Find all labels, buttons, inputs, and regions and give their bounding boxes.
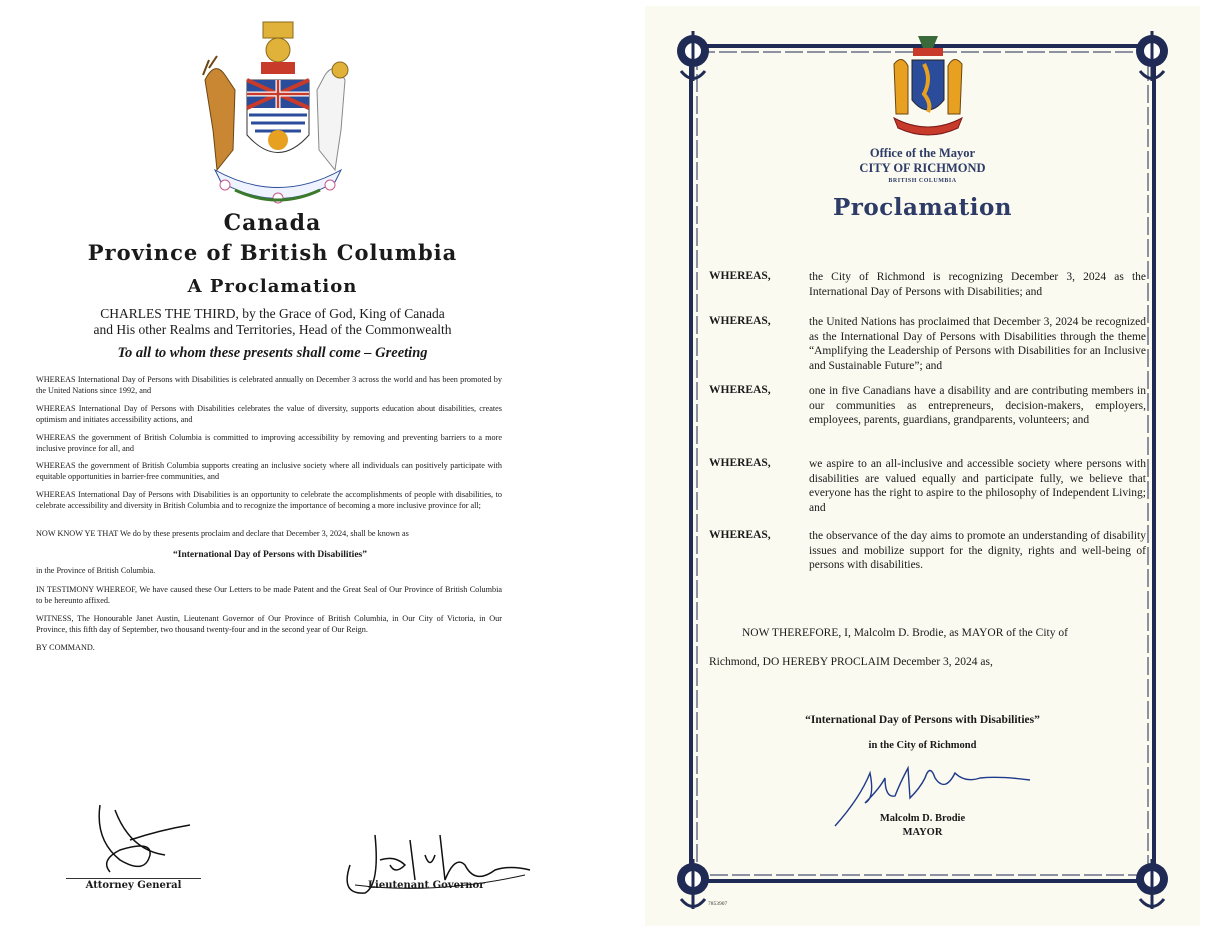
mayor-name: Malcolm D. Brodie <box>879 813 966 824</box>
richmond-proclamation <box>645 6 1200 926</box>
signature-line <box>66 878 201 879</box>
whereas-text: the observance of the day aims to promote an understanding of disability issues and mobilize support for the dignity, rights and well-being of persons with disabilities. <box>809 530 1146 571</box>
whereas-text: we aspire to an all-inclusive and accessible society where persons with disabilities are valued equally and participate fully, we believe that everyone has the right to aspire to the philosophy of Independent Living; and <box>809 458 1146 514</box>
proclaimed-day-name: “International Day of Persons with Disabilities” <box>805 714 1040 726</box>
whereas-label: WHEREAS, <box>709 315 771 327</box>
whereas-paragraph: WHEREAS the government of British Columbia supports creating an inclusive society where all individuals can positively participate with equitable opportunities in barrier-free communities, and <box>36 461 502 481</box>
attorney-general-signature <box>90 800 200 880</box>
whereas-label: WHEREAS, <box>709 529 771 541</box>
whereas-paragraph: WHEREAS International Day of Persons with Disabilities is celebrated annually on December 3 across the world and has been promoted by the United Nations since 1992, and <box>36 375 502 395</box>
serial-number: 7853907 <box>708 901 728 907</box>
attorney-general-label: Attorney General <box>85 880 182 891</box>
now-know-ye-paragraph: NOW KNOW YE THAT We do by these presents proclaim and declare that December 3, 2024, shall be known as <box>36 529 409 538</box>
now-therefore-line-2: Richmond, DO HEREBY PROCLAIM December 3, 2024 as, <box>709 656 993 668</box>
proclaimed-day-name: “International Day of Persons with Disabilities” <box>173 550 367 560</box>
greeting: To all to whom these presents shall come – Greeting <box>117 345 428 361</box>
whereas-text: one in five Canadians have a disability and are contributing members in our communities as entrepreneurs, decision-makers, employers, employees, parents, guardians, grandparents, volunteers; and <box>809 385 1146 426</box>
whereas-text: the City of Richmond is recognizing December 3, 2024 as the International Day of Persons with Disabilities; and <box>809 271 1146 298</box>
city-name: CITY OF RICHMOND <box>859 161 986 175</box>
whereas-label: WHEREAS, <box>709 270 771 282</box>
now-therefore-line-1: NOW THEREFORE, I, Malcolm D. Brodie, as MAYOR of the City of <box>742 627 1068 639</box>
office-of-the-mayor: Office of the Mayor <box>869 146 976 160</box>
by-command: BY COMMAND. <box>36 643 95 652</box>
bc-coat-of-arms-icon <box>195 20 360 205</box>
sovereign-line-2: and His other Realms and Territories, Head of the Commonwealth <box>93 322 452 337</box>
proclamation-title: Proclamation <box>832 194 1013 221</box>
sovereign-line-1: CHARLES THE THIRD, by the Grace of God, King of Canada <box>100 306 445 321</box>
whereas-paragraph: WHEREAS International Day of Persons with Disabilities celebrates the value of diversity, supports education about disabilities, creates optimism and initiates accessibility actions, and <box>36 404 502 424</box>
richmond-coat-of-arms-icon <box>888 34 968 136</box>
document-title-province: Province of British Columbia <box>87 240 458 265</box>
testimony-paragraph: IN TESTIMONY WHEREOF, We have caused these Our Letters to be made Patent and the Great Seal of Our Province of British Columbia to be hereunto affixed. <box>36 585 502 605</box>
witness-paragraph: WITNESS, The Honourable Janet Austin, Lieutenant Governor of Our Province of British Columbia, in Our City of Victoria, in Our Province, this fifth day of September, two thousand twenty-four and in the second year of Our Reign. <box>36 614 502 634</box>
province-line: in the Province of British Columbia. <box>36 566 156 575</box>
whereas-paragraph: WHEREAS International Day of Persons with Disabilities is an opportunity to celebrate the accomplishments of people with disabilities, to celebrate accessibility and diversity in British Columbia and to recognize the importance of becoming a more inclusive province for all; <box>36 490 502 510</box>
whereas-text: the United Nations has proclaimed that December 3, 2024 be recognized as the International Day of Persons with Disabilities through the theme “Amplifying the Leadership of Persons with Disabilities for an Inclusive and Sustainable Future”; and <box>809 316 1146 372</box>
whereas-paragraph: WHEREAS the government of British Columbia is committed to improving accessibility by removing and preventing barriers to a more inclusive province for all, and <box>36 433 502 453</box>
whereas-label: WHEREAS, <box>709 384 771 396</box>
in-the-city-line: in the City of Richmond <box>868 740 977 751</box>
document-title-canada: Canada <box>223 210 322 236</box>
whereas-label: WHEREAS, <box>709 457 771 469</box>
lieutenant-governor-label: Lieutenant Governor <box>368 880 485 891</box>
document-title-proclamation: A Proclamation <box>187 276 358 297</box>
province-name: BRITISH COLUMBIA <box>888 178 957 184</box>
mayor-title: MAYOR <box>902 827 943 838</box>
